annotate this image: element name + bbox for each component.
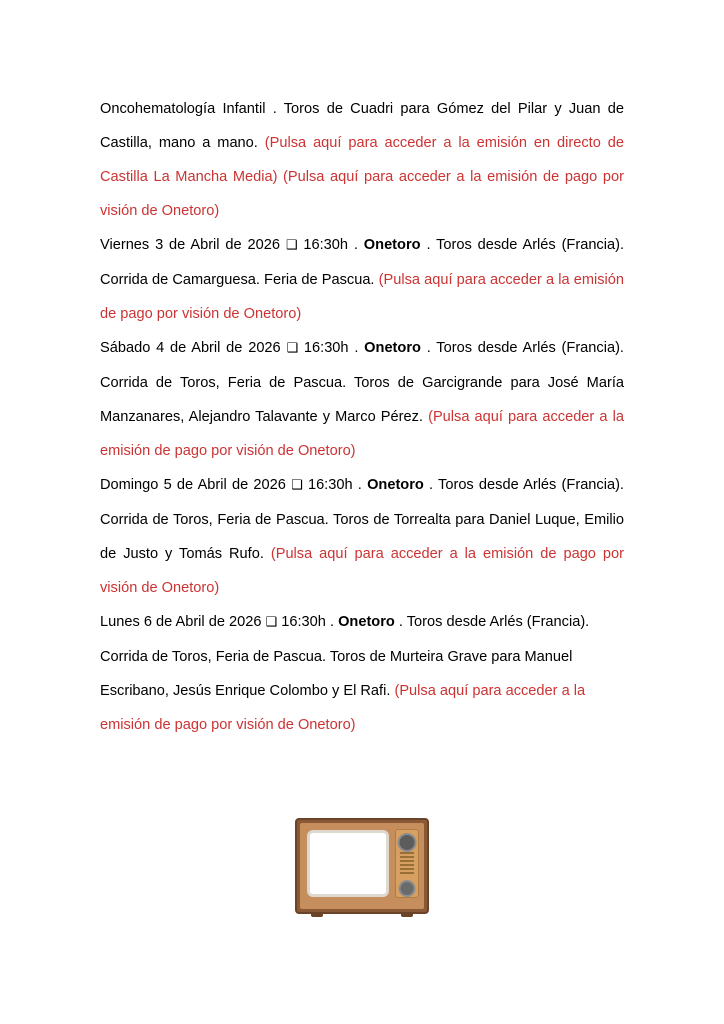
date-line: Sábado 4 de Abril de 2026 [100,340,287,356]
run-text: Oncohematología Infantil . [100,101,277,117]
onetoro-link-text[interactable]: (Pulsa aquí para acceder a la emisión de pago por visión de Onetoro) [100,683,586,733]
channel-name: Onetoro [338,614,395,630]
tv-tuner-knob-icon [398,833,417,852]
clock-box-icon: ❑ [291,478,303,493]
paragraph-4 [100,468,624,605]
time-text: 16:30h . [303,237,364,253]
channel-name: Onetoro [363,237,421,253]
channel-name: Onetoro [367,477,424,493]
date-line: Domingo 5 de Abril de 2026 [100,477,292,493]
time-text: 16:30h . [303,340,365,356]
tv-screen [310,833,386,894]
tv-foot-right [401,912,413,917]
channel-name: Onetoro [364,340,421,356]
onetoro-link-text[interactable]: (Pulsa aquí para acceder a la emisión de pago por visión de Onetoro) [100,546,624,596]
run-text: . Toros desde Arlés (Francia). Corrida de Toros, Feria de Pascua. Toros de Garcigrande para José María Manzanares, Alejandro Talavante y Marco Pérez. [100,340,624,425]
clock-box-icon: ❑ [286,341,299,356]
onetoro-link-text[interactable]: (Pulsa aquí para acceder a la emisión de pago por visión de Onetoro) [100,409,624,459]
paragraph-3 [100,331,624,468]
tv-speaker-grill [400,852,414,876]
retro-tv-image-container [0,818,724,914]
time-text: 16:30h . [281,614,339,630]
clock-box-icon: ❑ [265,615,278,630]
run-text: . Toros desde Arlés (Francia). Corrida de Toros, Feria de Pascua. Toros de Torrealta para Daniel Luque, Emilio de Justo y Tomás Rufo. [100,477,624,562]
run-text: Toros de Cuadri para Gómez del Pilar y Juan de Castilla, mano a mano. [100,101,625,151]
retro-tv-illustration [295,818,429,914]
clock-box-icon: ❑ [285,238,298,253]
run-text: . Toros desde Arlés (Francia). Corrida de Toros, Feria de Pascua. Toros de Murteira Grave para Manuel Escribano, Jesús Enrique Colombo y El Rafi. [100,614,590,699]
paragraph-2 [100,228,624,331]
time-text: 16:30h . [307,477,368,493]
date-line: Viernes 3 de Abril de 2026 [100,237,286,253]
document-body [100,92,624,742]
paragraph-5 [100,605,624,742]
tv-foot-left [311,912,323,917]
onetoro-link-text[interactable]: (Pulsa aquí para acceder a la emisión de pago por visión de Onetoro) [100,272,624,322]
tv-volume-knob-icon [399,880,416,897]
onetoro-link-text[interactable]: (Pulsa aquí para acceder a la emisión en directo de Castilla La Mancha Media) (Pulsa aquí para acceder a la emisión de pago por visión de Onetoro) [100,135,624,219]
date-line: Lunes 6 de Abril de 2026 [100,614,266,630]
tv-control-panel [395,829,419,898]
tv-screen-frame [307,830,389,897]
run-text: . Toros desde Arlés (Francia). Corrida de Camarguesa. Feria de Pascua. [100,237,625,288]
paragraph-1 [100,92,624,228]
